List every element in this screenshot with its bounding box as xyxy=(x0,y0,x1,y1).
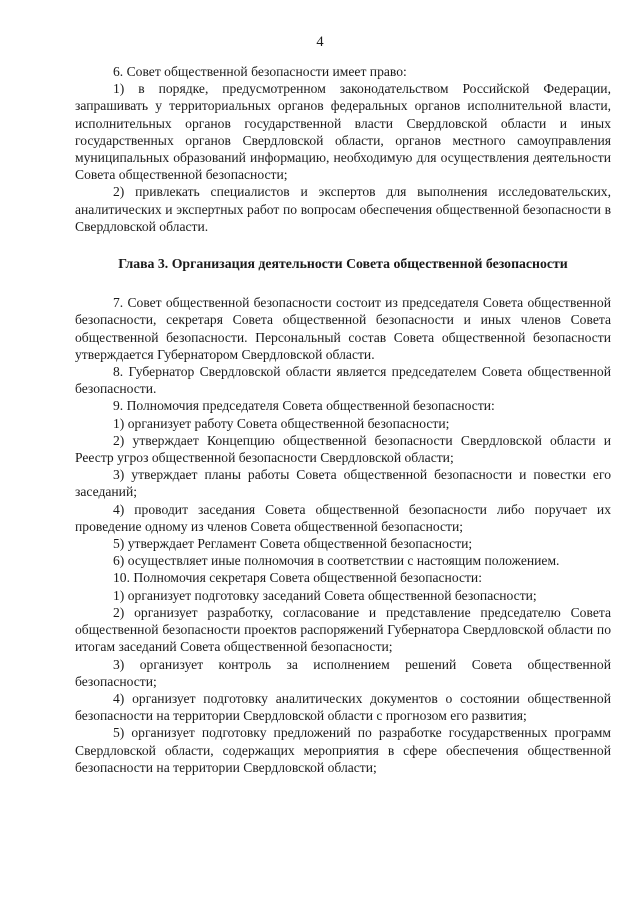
paragraph: 5) утверждает Регламент Совета общественной безопасности; xyxy=(113,536,473,552)
paragraph: 4) организует подготовку аналитических документов о состоянии общественной безопасности на территории Свердловской области с прогнозом его развития; xyxy=(75,690,611,724)
paragraph: 1) в порядке, предусмотренном законодательством Российской Федерации, запрашивать у территориальных органов федеральных органов исполнительной власти, исполнительных органов государственной власти Свердловской области и иных государственных органов Свердловской области, органов местного самоуправления муниципальных образований информацию, необходимую для осуществления деятельности Совета общественной безопасности; xyxy=(75,81,611,183)
paragraph: 5) организует подготовку предложений по разработке государственных программ Свердловской области, содержащих мероприятия в сфере обеспечения общественной безопасности на территории Свердловской области; xyxy=(75,725,611,775)
paragraph: 2) организует разработку, согласование и представление председателю Совета общественной безопасности проектов распоряжений Губернатора Свердловской области по итогам заседаний Совета общественной безопасности; xyxy=(75,604,611,655)
paragraph: 9. Полномочия председателя Совета общественной безопасности: xyxy=(113,398,495,414)
paragraph: 2) привлекать специалистов и экспертов для выполнения исследовательских, аналитических и экспертных работ по вопросам обеспечения общественной безопасности в Свердловской области. xyxy=(75,184,611,234)
page-number: 4 xyxy=(316,34,324,50)
paragraph: 3) утверждает планы работы Совета общественной безопасности и повестки его заседаний; xyxy=(75,467,611,500)
paragraph: 2) утверждает Концепцию общественной безопасности Свердловской области и Реестр угроз общественной безопасности Свердловской области; xyxy=(75,432,611,466)
paragraph: 6. Совет общественной безопасности имеет право: xyxy=(113,64,407,79)
paragraph: 4) проводит заседания Совета общественной безопасности либо поручает их проведение одному из членов Совета общественной безопасности; xyxy=(75,501,611,534)
document-body xyxy=(75,63,611,776)
chapter-title: Глава 3. Организация деятельности Совета общественной безопасности xyxy=(118,256,568,272)
paragraph: 1) организует работу Совета общественной безопасности; xyxy=(113,415,450,431)
paragraph: 3) организует контроль за исполнением решений Совета общественной безопасности; xyxy=(75,656,611,689)
paragraph: 7. Совет общественной безопасности состоит из председателя Совета общественной безопасности, секретаря Совета общественной безопасности и иных членов Совета общественной безопасности. Персональный состав Совета общественной безопасности утверждается Губернатором Свердловской области. xyxy=(75,295,611,362)
paragraph: 1) организует подготовку заседаний Совета общественной безопасности; xyxy=(113,587,537,603)
paragraph: 8. Губернатор Свердловской области является председателем Совета общественной безопасности. xyxy=(75,364,611,397)
paragraph: 10. Полномочия секретаря Совета общественной безопасности: xyxy=(113,570,482,586)
paragraph: 6) осуществляет иные полномочия в соответствии с настоящим положением. xyxy=(113,553,560,569)
